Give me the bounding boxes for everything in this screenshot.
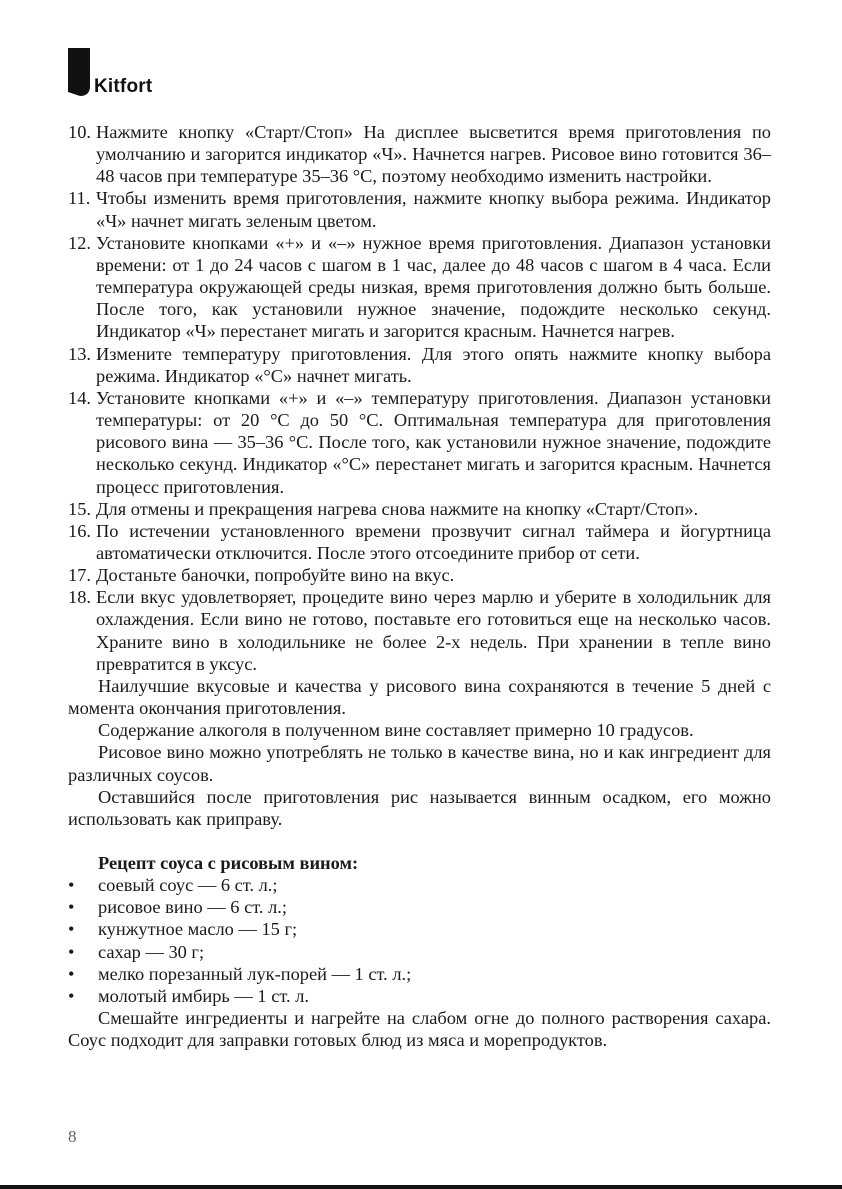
list-item	[68, 896, 771, 918]
step-number: 15.	[68, 498, 91, 519]
list-item	[68, 985, 771, 1007]
bullet-icon: •	[68, 963, 75, 984]
list-item	[68, 941, 771, 963]
step-item	[68, 121, 771, 187]
list-item	[68, 918, 771, 940]
step-text: Установите кнопками «+» и «–» нужное время приготовления. Диапазон установки времени: от 1 до 24 часов с шагом в 1 час, далее до 48 часов с шагом в 4 часа. Если температура окружающей среды низкая, время приготовления должно быть больше. После того, как установили нужное значение, подождите несколько секунд. Индикатор «Ч» перестанет мигать и загорится красным. Начнется нагрев.	[96, 232, 771, 342]
step-text: Если вкус удовлетворяет, процедите вино через марлю и уберите в холодильник для охлаждения. Если вино не готово, поставьте его готовиться еще на несколько часов. Храните вино в холодильнике не более 2-х недель. При хранении в тепле вино превратится в уксус.	[96, 587, 771, 674]
brand-name: Kitfort	[94, 76, 153, 97]
list-item	[68, 874, 771, 896]
kitfort-logo-icon	[68, 48, 90, 96]
step-text: Достаньте баночки, попробуйте вино на вкус.	[96, 565, 455, 586]
step-number: 11.	[68, 188, 91, 209]
steps-list	[68, 121, 771, 675]
step-number: 14.	[68, 387, 91, 408]
paragraph-alcohol: Содержание алкоголя в полученном вине составляет примерно 10 градусов.	[98, 720, 694, 741]
step-item	[68, 387, 771, 498]
paragraph-quality: Наилучшие вкусовые и качества у рисового вина сохраняются в течение 5 дней с момента окончания приготовления.	[68, 675, 771, 719]
step-number: 16.	[68, 520, 91, 541]
step-text: Измените температуру приготовления. Для этого опять нажмите кнопку выбора режима. Индикатор «°C» начнет мигать.	[96, 343, 771, 386]
ingredient-text: молотый имбирь — 1 ст. л.	[98, 985, 309, 1006]
step-number: 12.	[68, 232, 91, 253]
step-text: Нажмите кнопку «Старт/Стоп» На дисплее высветится время приготовления по умолчанию и загорится индикатор «Ч». Начнется нагрев. Рисовое вино готовится 36–48 часов при температуре 35–36 °C, поэтому необходимо изменить настройки.	[96, 122, 771, 187]
ingredient-text: кунжутное масло — 15 г;	[98, 919, 298, 940]
ingredient-text: рисовое вино — 6 ст. л.;	[98, 897, 287, 918]
step-item	[68, 498, 771, 520]
recipe-instructions: Смешайте ингредиенты и нагрейте на слабом огне до полного растворения сахара. Соус подходит для заправки готовых блюд из мяса и морепродуктов.	[68, 1008, 771, 1051]
step-number: 13.	[68, 343, 91, 364]
step-text: Для отмены и прекращения нагрева снова нажмите на кнопку «Старт/Стоп».	[96, 498, 699, 519]
step-item	[68, 232, 771, 343]
paragraph-usage: Рисовое вино можно употреблять не только в качестве вина, но и как ингредиент для различных соусов.	[68, 742, 771, 785]
ingredient-text: сахар — 30 г;	[98, 941, 205, 962]
step-item	[68, 187, 771, 231]
bottom-rule	[0, 1185, 842, 1189]
bullet-icon: •	[68, 875, 75, 896]
ingredient-text: мелко порезанный лук-порей — 1 ст. л.;	[98, 963, 412, 984]
bullet-icon: •	[68, 919, 75, 940]
page-content	[68, 121, 771, 1051]
recipe-title: Рецепт соуса с рисовым вином:	[98, 853, 359, 873]
page-number: 8	[68, 1127, 77, 1146]
ingredient-text: соевый соус — 6 ст. л.;	[98, 875, 278, 896]
step-text: Чтобы изменить время приготовления, нажмите кнопку выбора режима. Индикатор «Ч» начнет мигать зеленым цветом.	[96, 188, 771, 231]
brand-logo	[68, 48, 188, 100]
step-number: 18.	[68, 587, 91, 608]
step-item	[68, 586, 771, 675]
paragraph-sediment: Оставшийся после приготовления рис называется винным осадком, его можно использовать как приправу.	[68, 786, 771, 829]
step-number: 17.	[68, 565, 91, 586]
bullet-icon: •	[68, 897, 75, 918]
ingredient-list	[68, 874, 771, 1007]
step-text: Установите кнопками «+» и «–» температуру приготовления. Диапазон установки температуры: от 20 °C до 50 °C. Оптимальная температура для приготовления рисового вина — 35–36 °C. После того, как установили нужное значение, подождите несколько секунд. Индикатор «°C» перестанет мигать и загорится красным. Начнется процесс приготовления.	[96, 387, 771, 497]
step-number: 10.	[68, 122, 91, 142]
bullet-icon: •	[68, 941, 75, 962]
step-item	[68, 343, 771, 387]
step-text: По истечении установленного времени прозвучит сигнал таймера и йогуртница автоматически отключится. После этого отсоедините прибор от сети.	[96, 520, 771, 563]
step-item	[68, 520, 771, 564]
list-item	[68, 963, 771, 985]
step-item	[68, 564, 771, 586]
bullet-icon: •	[68, 985, 75, 1006]
